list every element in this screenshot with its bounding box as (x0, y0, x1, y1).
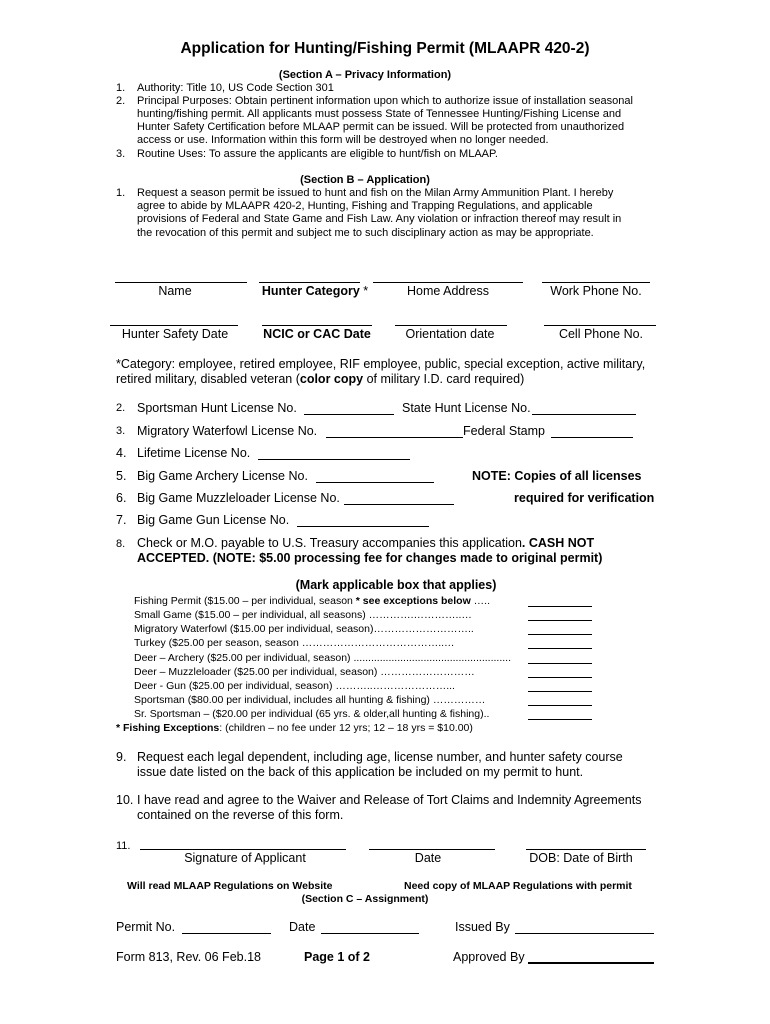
orientation-date-label: Orientation date (405, 327, 495, 341)
signature-line[interactable] (140, 849, 346, 850)
item-10-line-1: I have read and agree to the Waiver and Release of Tort Claims and Indemnity Agreements (137, 793, 642, 807)
name-label: Name (158, 284, 192, 298)
fee-checkbox-sr-sportsman[interactable] (528, 719, 592, 720)
section-a-num-3: 3. (116, 148, 126, 160)
fee-row-fishing-text: Fishing Permit ($15.00 – per individual, season (134, 595, 356, 607)
form-number: Form 813, Rev. 06 Feb.18 (116, 950, 261, 964)
archery-license-label: Big Game Archery License No. (137, 469, 308, 483)
muzzleloader-license-label: Big Game Muzzleloader License No. (137, 491, 340, 505)
item-11-num: 11. (116, 840, 131, 852)
section-b-line-3: provisions of Federal and State Game and Fish Law. Any violation or infraction thereof may result in (137, 213, 622, 225)
fishing-exceptions-text: : (children – no fee under 12 yrs; 12 – 18 yrs = $10.00) (219, 722, 473, 734)
gun-license-label: Big Game Gun License No. (137, 513, 290, 527)
ncic-cac-date-label: NCIC or CAC Date (263, 327, 371, 341)
item-9-line-2: issue date listed on the back of this application be included on my permit to hunt. (137, 765, 584, 779)
item-8-line-1-text: Check or M.O. payable to U.S. Treasury accompanies this application (137, 536, 522, 550)
fee-checkbox-deer-archery[interactable] (528, 663, 592, 664)
state-hunt-license-label: State Hunt License No. (402, 401, 531, 415)
assign-date-label: Date (289, 920, 316, 934)
fee-checkbox-small-game[interactable] (528, 620, 592, 621)
approved-by-label: Approved By (453, 950, 525, 964)
category-note-bold: color copy (299, 372, 364, 386)
state-hunt-license-line[interactable] (532, 414, 636, 415)
issued-by-label: Issued By (455, 920, 510, 934)
fee-row-deer-archery: Deer – Archery ($25.00 per individual, season) ...................................................... (134, 652, 511, 664)
work-phone-label: Work Phone No. (550, 284, 642, 298)
item-9-line-1: Request each legal dependent, including age, license number, and hunter safety course (137, 750, 623, 764)
item-8-num: 8. (116, 538, 126, 550)
item-8-line-2: ACCEPTED. (NOTE: $5.00 processing fee for changes made to original permit) (137, 551, 603, 565)
dob-line[interactable] (526, 849, 646, 850)
license-num-7: 7. (116, 513, 127, 527)
license-num-4: 4. (116, 446, 127, 460)
regs-copy-option: Need copy of MLAAP Regulations with permit (404, 880, 632, 892)
cell-phone-line[interactable] (544, 325, 656, 326)
section-a-num-2: 2. (116, 95, 126, 107)
migratory-license-line[interactable] (326, 437, 463, 438)
permit-no-line[interactable] (182, 933, 271, 934)
section-a-heading: (Section A – Privacy Information) (278, 69, 452, 81)
regs-website-option: Will read MLAAP Regulations on Website (127, 880, 333, 892)
cell-phone-label: Cell Phone No. (558, 327, 644, 341)
gun-license-line[interactable] (297, 526, 429, 527)
section-a-item-2-line-2: hunting/fishing permit. All applicants must possess State of Tennessee Hunting/Fishing License and (137, 108, 622, 120)
work-phone-field-line[interactable] (542, 282, 650, 283)
section-a-item-1: Authority: Title 10, US Code Section 301 (137, 82, 334, 94)
fee-checkbox-deer-muzzleloader[interactable] (528, 677, 592, 678)
permit-no-label: Permit No. (116, 920, 176, 934)
hunter-category-field-line[interactable] (259, 282, 360, 283)
section-b-line-1: Request a season permit be issued to hunt and fish on the Milan Army Ammunition Plant. I hereby (137, 187, 614, 199)
category-note-post: of military I.D. card required) (363, 372, 525, 386)
fees-heading: (Mark applicable box that applies) (295, 578, 497, 592)
item-8-line-1 (137, 536, 594, 550)
fee-row-fishing (134, 595, 490, 607)
issued-by-line[interactable] (515, 933, 654, 934)
fee-checkbox-migratory[interactable] (528, 634, 592, 635)
fee-checkbox-deer-gun[interactable] (528, 691, 592, 692)
license-num-2: 2. (116, 402, 126, 414)
item-9-num: 9. (116, 750, 127, 764)
fishing-exceptions-label: * Fishing Exceptions (116, 722, 220, 734)
lifetime-license-line[interactable] (258, 459, 410, 460)
category-note-line-2 (116, 372, 524, 386)
section-b-heading: (Section B – Application) (300, 174, 430, 186)
fee-checkbox-turkey[interactable] (528, 648, 592, 649)
item-10-num: 10. (116, 793, 134, 807)
section-a-item-2-line-4: access or use. Information within this form will be destroyed when no longer needed. (137, 134, 549, 146)
federal-stamp-line[interactable] (551, 437, 633, 438)
fee-row-fishing-exceptions: * see exceptions below (355, 595, 471, 607)
sign-date-line[interactable] (369, 849, 495, 850)
orientation-date-line[interactable] (395, 325, 507, 326)
fee-checkbox-sportsman[interactable] (528, 705, 592, 706)
sportsman-license-label: Sportsman Hunt License No. (137, 401, 297, 415)
fee-row-small-game: Small Game ($15.00 – per individual, all seasons) ………….…………..… (134, 609, 472, 621)
category-note-line-1: *Category: employee, retired employee, RIF employee, public, special exception, active military, (116, 357, 646, 371)
fee-row-fishing-dots: ….. (470, 595, 491, 607)
hunter-safety-date-label: Hunter Safety Date (121, 327, 229, 341)
fee-row-deer-gun: Deer - Gun ($25.00 per individual, season) ………..…………………... (134, 680, 455, 692)
archery-license-line[interactable] (316, 482, 434, 483)
section-c-heading: (Section C – Assignment) (301, 893, 429, 905)
approved-by-line[interactable] (528, 962, 654, 964)
fee-row-deer-muzzleloader: Deer – Muzzleloader ($25.00 per individual, season) ……………………… (134, 666, 475, 678)
home-address-field-line[interactable] (373, 282, 523, 283)
section-a-item-3: Routine Uses: To assure the applicants are eligible to hunt/fish on MLAAP. (137, 148, 498, 160)
page-title: Application for Hunting/Fishing Permit (MLAAPR 420-2) (180, 40, 590, 57)
section-b-line-2: agree to abide by MLAAPR 420-2, Hunting, Fishing and Trapping Regulations, and applicable (137, 200, 593, 212)
fee-checkbox-fishing[interactable] (528, 606, 592, 607)
sign-date-label: Date (414, 851, 442, 865)
license-num-6: 6. (116, 491, 127, 505)
license-num-3: 3. (116, 425, 126, 437)
licenses-note-line-1: NOTE: Copies of all licenses (472, 469, 642, 483)
hunter-category-asterisk: * (359, 284, 369, 298)
home-address-label: Home Address (407, 284, 489, 298)
fee-row-sr-sportsman: Sr. Sportsman – ($20.00 per individual (65 yrs. & older,all hunting & fishing).. (134, 708, 490, 720)
fishing-exceptions (116, 722, 473, 734)
item-10-line-2: contained on the reverse of this form. (137, 808, 344, 822)
item-8-cash-not: . CASH NOT (521, 536, 595, 550)
dob-label: DOB: Date of Birth (529, 851, 633, 865)
hunter-category-text: Hunter Category (261, 284, 360, 298)
section-b-num-1: 1. (116, 187, 126, 199)
migratory-license-label: Migratory Waterfowl License No. (137, 424, 318, 438)
muzzleloader-license-line[interactable] (344, 504, 454, 505)
hunter-safety-date-line[interactable] (110, 325, 238, 326)
hunter-category-label (240, 284, 390, 298)
category-note-pre: retired military, disabled veteran ( (116, 372, 300, 386)
assign-date-line[interactable] (321, 933, 419, 934)
fee-row-sportsman: Sportsman ($80.00 per individual, includes all hunting & fishing) …………… (134, 694, 486, 706)
federal-stamp-label: Federal Stamp (463, 424, 545, 438)
page-number: Page 1 of 2 (304, 950, 370, 964)
section-b-line-4: the revocation of this permit and subject me to such disciplinary action as may be appropriate. (137, 227, 594, 239)
license-num-5: 5. (116, 469, 127, 483)
section-a-num-1: 1. (116, 82, 126, 94)
ncic-cac-date-line[interactable] (262, 325, 372, 326)
sportsman-license-line[interactable] (304, 414, 394, 415)
section-a-item-2-line-3: Hunter Safety Certification before MLAAP permit can be issued. Will be protected from unauthorized (137, 121, 625, 133)
lifetime-license-label: Lifetime License No. (137, 446, 251, 460)
section-a-item-2-line-1: Principal Purposes: Obtain pertinent information upon which to authorize issue of installation seasonal (137, 95, 633, 107)
licenses-note-line-2: required for verification (514, 491, 655, 505)
signature-label: Signature of Applicant (184, 851, 306, 865)
fee-row-migratory: Migratory Waterfowl ($15.00 per individual, season)……………………….. (134, 623, 474, 635)
name-field-line[interactable] (115, 282, 247, 283)
fee-row-turkey: Turkey ($25.00 per season, season …………………………………..… (134, 637, 455, 649)
